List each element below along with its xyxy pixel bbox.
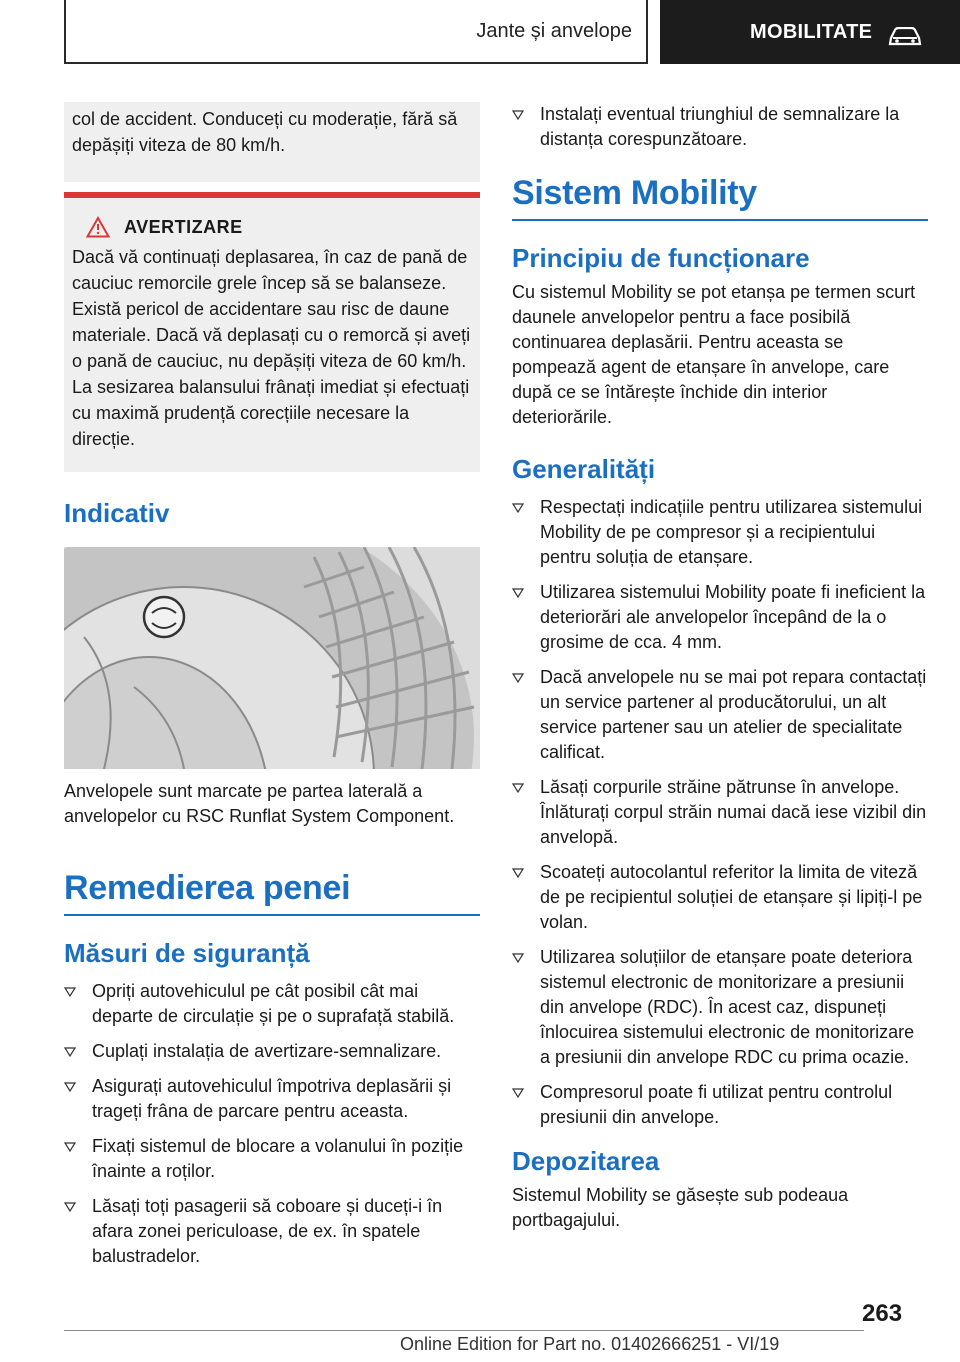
sistem-heading-wrap	[512, 174, 928, 221]
list-item	[64, 979, 480, 1029]
list-item	[512, 495, 928, 570]
triangle-bullet-icon	[64, 987, 76, 997]
list-item-text: Dacă anvelopele nu se mai pot repara contactați un service partener al producătorului, un alt service partener sau un atelier de specialitate calificat.	[540, 667, 927, 762]
triangle-bullet-icon	[512, 110, 524, 120]
masuri-list	[64, 979, 480, 1269]
list-item-text: Instalați eventual triunghiul de semnalizare la distanța corespunzătoare.	[540, 104, 900, 149]
continued-text-box	[64, 102, 480, 182]
list-item	[512, 1080, 928, 1130]
list-item	[512, 102, 928, 152]
section-title: MOBILITATE	[750, 20, 873, 43]
triangle-bullet-icon	[64, 1202, 76, 1212]
list-item-text: Compresorul poate fi utilizat pentru controlul presiunii din anvelope.	[540, 1082, 893, 1127]
list-item	[64, 1074, 480, 1124]
list-item	[512, 665, 928, 765]
triangle-bullet-icon	[64, 1047, 76, 1057]
list-item	[512, 860, 928, 935]
list-item	[512, 945, 928, 1070]
triangle-bullet-icon	[64, 1142, 76, 1152]
car-icon	[888, 27, 922, 47]
masuri-heading: Măsuri de siguranță	[64, 938, 310, 968]
list-item-text: Opriți autovehiculul pe cât posibil cât mai departe de circulație și pe o suprafață stabilă.	[92, 981, 455, 1026]
continued-list	[512, 102, 928, 152]
right-column	[512, 102, 928, 1233]
warning-box	[64, 192, 480, 472]
depozitarea-text: Sistemul Mobility se găsește sub podeaua portbagajului.	[512, 1185, 849, 1230]
list-item-text: Respectați indicațiile pentru utilizarea sistemului Mobility de pe compresor și a recipientului pentru soluția de etanșare.	[540, 497, 923, 567]
list-item	[64, 1039, 480, 1064]
principiu-heading: Principiu de funcționare	[512, 243, 810, 273]
list-item	[512, 775, 928, 850]
chapter-tab	[64, 0, 648, 64]
list-item	[64, 1194, 480, 1269]
warning-triangle-icon	[86, 216, 110, 238]
warning-title	[72, 214, 472, 240]
edition-label: Online Edition for Part no. 01402666251 - VI/19	[400, 1334, 780, 1354]
generalitati-heading: Generalități	[512, 454, 656, 484]
list-item-text: Asigurați autovehiculul împotriva deplasării și trageți frâna de parcare pentru aceasta.	[92, 1076, 452, 1121]
triangle-bullet-icon	[64, 1082, 76, 1092]
list-item	[512, 580, 928, 655]
remedierea-heading: Remedierea penei	[64, 869, 351, 907]
indicativ-text: Anvelopele sunt marcate pe partea laterală a anvelopelor cu RSC Runflat System Component.	[64, 781, 455, 826]
triangle-bullet-icon	[512, 673, 524, 683]
tire-sidewall-illustration	[64, 547, 480, 769]
page-number: 263	[862, 1300, 903, 1327]
triangle-bullet-icon	[512, 953, 524, 963]
list-item-text: Utilizarea sistemului Mobility poate fi ineficient la deteriorări ale anvelopelor începând de la o grosime de cca. 4 mm.	[540, 582, 926, 652]
remedierea-heading-wrap	[64, 869, 480, 916]
warning-title-text: AVERTIZARE	[124, 217, 243, 237]
triangle-bullet-icon	[512, 1088, 524, 1098]
triangle-bullet-icon	[512, 503, 524, 513]
depozitarea-heading: Depozitarea	[512, 1146, 660, 1176]
list-item-text: Scoateți autocolantul referitor la limita de viteză de pe recipientul soluției de etanșare și lipiți-l pe volan.	[540, 862, 923, 932]
list-item-text: Cuplați instalația de avertizare-semnalizare.	[92, 1041, 442, 1061]
list-item-text: Lăsați corpurile străine pătrunse în anvelope. Înlăturați corpul străin numai dacă iese vizibil din anvelopă.	[540, 777, 927, 847]
generalitati-list	[512, 495, 928, 1130]
principiu-text: Cu sistemul Mobility se pot etanșa pe termen scurt daunele anvelopelor pentru a face posibilă continuarea deplasării. Pentru aceasta se pompează agent de etanșare în anvelope, care după ce se întărește închide din interior deteriorările.	[512, 282, 916, 427]
list-item	[64, 1134, 480, 1184]
continued-text: col de accident. Conduceți cu moderație, fără să depășiți viteza de 80 km/h.	[72, 109, 458, 155]
warning-text: Dacă vă continuați deplasarea, în caz de pană de cauciuc remorcile grele încep să se balanseze. Există pericol de accidentare sau risc de daune materiale. Dacă vă deplasați cu o remorcă și aveți o pană de cauciuc, nu depășiți viteza de 60 km/h. La sesizarea balansului frânați imediat și efectuați cu maximă prudență corecțiile necesare la direcție.	[72, 247, 471, 449]
footer-divider	[64, 1330, 864, 1331]
section-tab	[660, 0, 960, 64]
left-column	[64, 102, 480, 1279]
triangle-bullet-icon	[512, 868, 524, 878]
chapter-title: Jante și anvelope	[476, 19, 632, 42]
triangle-bullet-icon	[512, 588, 524, 598]
indicativ-heading: Indicativ	[64, 498, 170, 528]
triangle-bullet-icon	[512, 783, 524, 793]
sistem-heading: Sistem Mobility	[512, 174, 757, 212]
list-item-text: Fixați sistemul de blocare a volanului în poziție înainte a roților.	[92, 1136, 464, 1181]
list-item-text: Utilizarea soluțiilor de etanșare poate deteriora sistemul electronic de monitorizare a presiunii din anvelope (RDC). În acest caz, dispuneți înlocuirea sistemului electronic de monitorizare a presiunii din anvelope RDC cu prima ocazie.	[540, 947, 915, 1067]
list-item-text: Lăsați toți pasagerii să coboare și duceți-i în afara zonei periculoase, de ex. în spatele balustradelor.	[92, 1196, 443, 1266]
